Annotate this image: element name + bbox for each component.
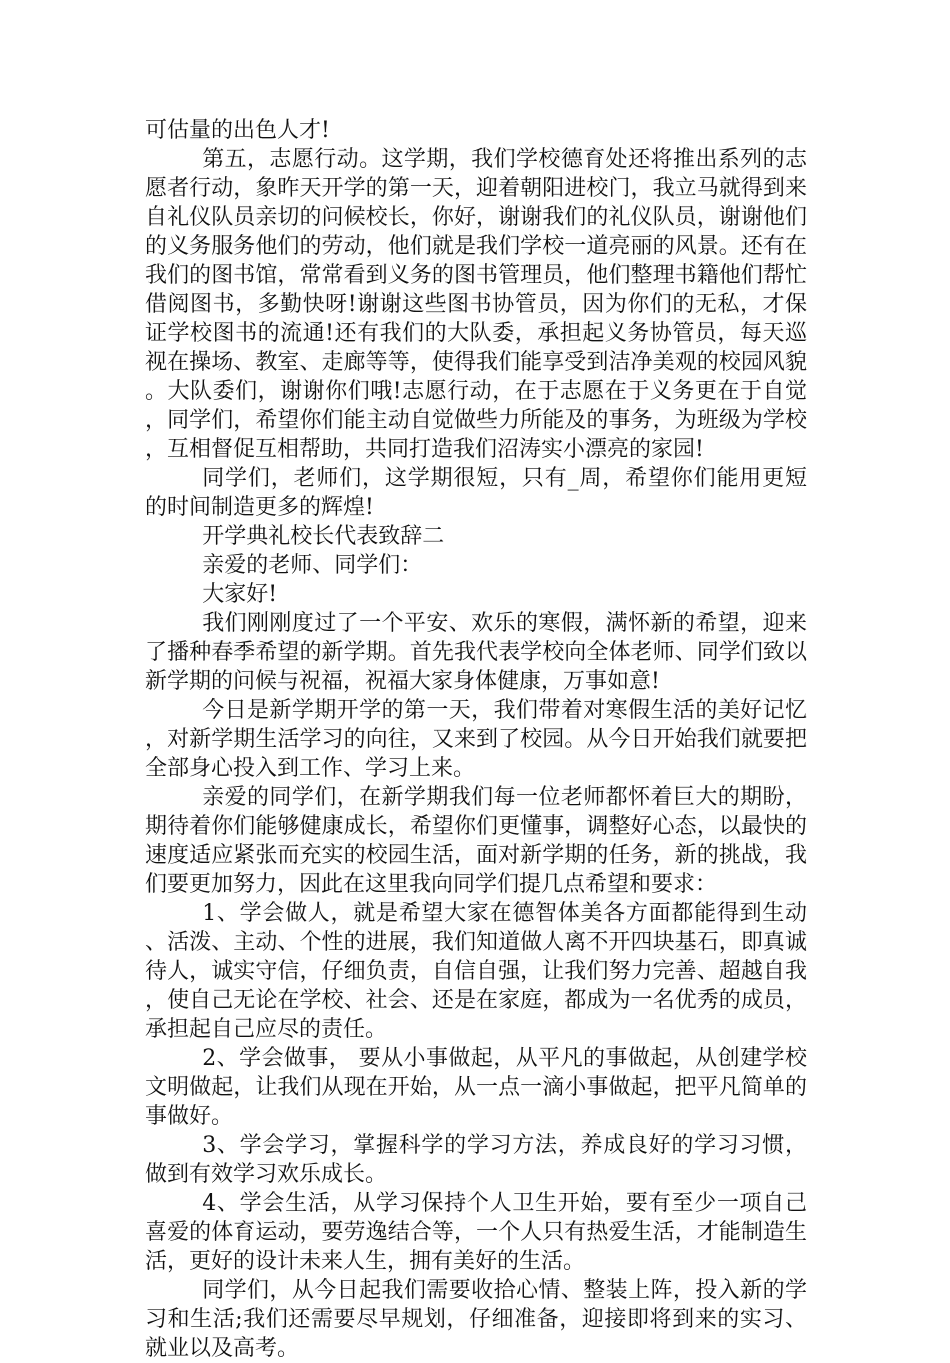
paragraph: 同学们，老师们，这学期很短，只有_周，希望你们能用更短的时间制造更多的辉煌! (145, 466, 807, 520)
salutation: 亲爱的老师、同学们： (202, 553, 423, 578)
paragraph: 第五，志愿行动。这学期，我们学校德育处还将推出系列的志愿者行动，象昨天开学的第一天，迎着朝阳进校门，我立马就得到来自礼仪队员亲切的问候校长，你好，谢谢我们的礼仪队员，谢谢他们的义务服务他们的劳动，他们就是我们学校一道亮丽的风景。还有在我们的图书馆，常常看到义务的图书管理员，他们整理书籍他们帮忙借阅图书，多勤快呀!谢谢这些图书协管员，因为你们的无私，才保证学校图书的流通!还有我们的大队委，承担起义务协管员，每天巡视在操场、教室、走廊等等，使得我们能享受到洁净美观的校园风貌。大队委们，谢谢你们哦!志愿行动，在于志愿在于义务更在于自觉，同学们，希望你们能主动自觉做些力所能及的事务，为班级为学校，互相督促互相帮助，共同打造我们沼涛实小漂亮的家园! (145, 147, 807, 462)
paragraph: 我们刚刚度过了一个平安、欢乐的寒假，满怀新的希望，迎来了播种春季希望的新学期。首先我代表学校向全体老师、同学们致以新学期的问候与祝福，祝福大家身体健康，万事如意! (145, 611, 807, 694)
paragraph: 可估量的出色人才! (145, 118, 330, 143)
document-body (145, 116, 807, 1363)
list-item: 3、学会学习，掌握科学的学习方法，养成良好的学习习惯，做到有效学习欢乐成长。 (145, 1133, 807, 1187)
list-item: 2、学会做事， 要从小事做起，从平凡的事做起，从创建学校文明做起，让我们从现在开始，从一点一滴小事做起，把平凡简单的事做好。 (145, 1046, 807, 1129)
section-heading: 开学典礼校长代表致辞二 (202, 524, 445, 549)
greeting: 大家好! (202, 582, 278, 607)
paragraph: 亲爱的同学们，在新学期我们每一位老师都怀着巨大的期盼，期待着你们能够健康成长，希望你们更懂事，调整好心态，以最快的速度适应紧张而充实的校园生活，面对新学期的任务，新的挑战，我们要更加努力，因此在这里我向同学们提几点希望和要求： (145, 785, 807, 897)
list-item: 1、学会做人，就是希望大家在德智体美各方面都能得到生动、活泼、主动、个性的进展，我们知道做人离不开四块基石，即真诚待人，诚实守信，仔细负责，自信自强，让我们努力完善、超越自我，使自己无论在学校、社会、还是在家庭，都成为一名优秀的成员，承担起自己应尽的责任。 (145, 901, 807, 1042)
paragraph: 今日是新学期开学的第一天，我们带着对寒假生活的美好记忆，对新学期生活学习的向往，又来到了校园。从今日开始我们就要把全部身心投入到工作、学习上来。 (145, 698, 807, 781)
paragraph: 同学们，从今日起我们需要收拾心情、整装上阵，投入新的学习和生活;我们还需要尽早规划，仔细准备，迎接即将到来的实习、就业以及高考。 (145, 1278, 807, 1361)
list-item: 4、学会生活，从学习保持个人卫生开始，要有至少一项自己喜爱的体育运动，要劳逸结合等，一个人只有热爱生活，才能制造生活，更好的设计未来人生，拥有美好的生活。 (145, 1191, 807, 1274)
